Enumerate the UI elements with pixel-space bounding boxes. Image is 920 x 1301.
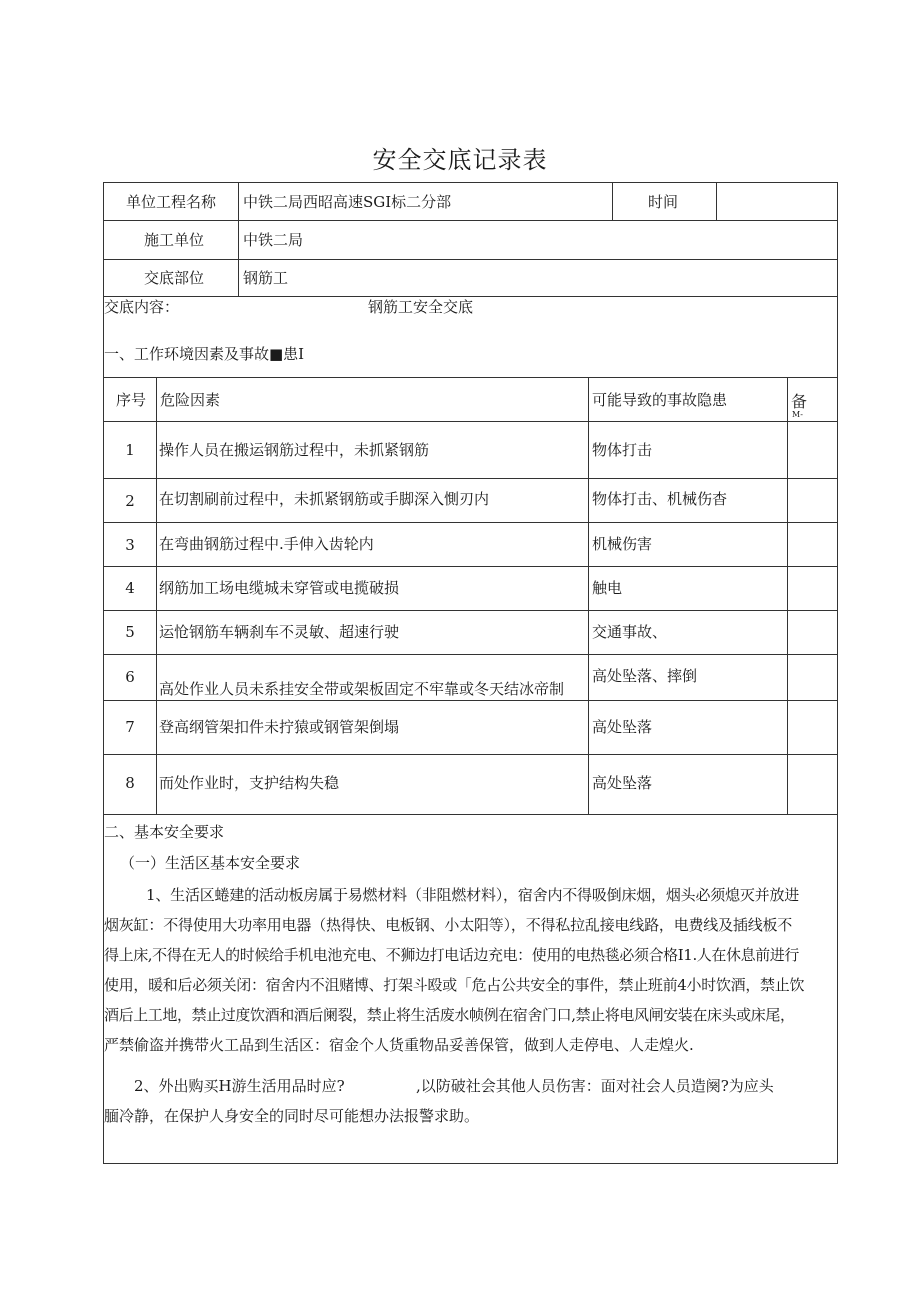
row-divider <box>103 377 838 378</box>
row-divider <box>103 700 838 701</box>
rule-paragraph-1 <box>104 880 837 1060</box>
col-hazard-header: 危险因素 <box>160 391 221 409</box>
col-divider <box>238 182 239 296</box>
page-title: 安全交底记录表 <box>372 146 548 174</box>
row-divider <box>103 522 838 523</box>
col-divider <box>156 377 157 814</box>
time-label: 时间 <box>648 193 679 211</box>
row-number: 5 <box>125 623 135 641</box>
row-divider <box>103 421 838 422</box>
paragraph-line: 酒后上工地，禁止过度饮酒和酒后阑裂，禁止将生活废水帧例在宿舍门口,禁止将电风闸安装在床头或床尾， <box>104 1006 795 1024</box>
hazard-text: 在切割刷前过程中，未抓紧钢筋或手脚深入惻刃内 <box>159 490 490 508</box>
accident-text: 物体打击、机械伤杳 <box>592 490 728 508</box>
row-divider <box>103 610 838 611</box>
section2-subtitle: （一）生活区基本安全要求 <box>120 854 301 872</box>
row-divider <box>103 259 838 260</box>
paragraph-line: 烟灰缸：不得使用大功率用电器（热得快、电板钢、小太阳等），不得私拉乱接电线路，电费线及插线板不 <box>104 916 793 934</box>
row-divider <box>103 654 838 655</box>
hazard-text: 在弯曲钢筋过程中.手伸入齿轮内 <box>159 535 374 553</box>
hazard-text: 操作人员在搬运钢筋过程中，未抓紧钢筋 <box>159 441 430 459</box>
hazard-text: 纲筋加工场电缆城未穿管或电揽破损 <box>159 579 400 597</box>
row-number: 7 <box>125 718 135 736</box>
col-accident-header: 可能导致的事故隐患 <box>592 391 728 409</box>
row-number: 8 <box>125 774 135 792</box>
row-divider <box>103 566 838 567</box>
paragraph-line: 使用，暖和后必须关闭：宿舍内不沮赌博、打架斗殴或「危占公共安全的事件，禁止班前4小时饮酒，禁止饮 <box>104 976 805 994</box>
section1-title: 一、工作环境因素及事故■患I <box>104 345 305 363</box>
row-number: 3 <box>125 536 135 554</box>
row-divider <box>103 814 838 815</box>
part-value: 钢筋工 <box>243 269 289 287</box>
rule-paragraph-2-start: 2、外出购买H游生活用品时应? <box>134 1077 345 1095</box>
hazard-text: 而处作业时，支护结构失稳 <box>159 774 340 792</box>
unit-value: 中铁二局 <box>243 231 304 249</box>
row-number: 2 <box>125 492 135 510</box>
project-label: 单位工程名称 <box>126 193 217 211</box>
accident-text: 高处坠落、摔倒 <box>592 667 698 685</box>
col-divider <box>787 377 788 814</box>
accident-text: 物体打击 <box>592 441 653 459</box>
col-remark-header: 备 <box>791 392 808 411</box>
row-divider <box>103 220 838 221</box>
paragraph-line: 严禁偷盗并携带火工品到生活区：宿金个人货重物品妥善保管，做到人走停电、人走煌火. <box>104 1036 694 1054</box>
unit-label: 施工单位 <box>144 231 205 249</box>
row-number: 1 <box>125 441 135 459</box>
paragraph-line: 得上床,不得在无人的时候给手机电池充电、不狮边打电话边充电：使用的电热毯必须合格I1.人在休息前进行 <box>104 946 800 964</box>
accident-text: 高处坠落 <box>592 718 653 736</box>
project-value: 中铁二局西昭高速SGI标二分部 <box>243 193 452 211</box>
row-number: 6 <box>125 668 135 686</box>
row-number: 4 <box>125 579 135 597</box>
rule-paragraph-2-middle: ,以防破社会其他人员伤害：面对社会人员造阕?为应头 <box>416 1077 774 1095</box>
accident-text: 机械伤害 <box>592 535 653 553</box>
rule-paragraph-2-end: 腼冷静，在保护人身安全的同时尽可能想办法报警求助。 <box>104 1107 480 1125</box>
section2-title: 二、基本安全要求 <box>104 823 225 841</box>
hazard-text: 登高纲管架扣件未拧猿或钢管架倒塌 <box>159 718 400 736</box>
row-divider <box>103 754 838 755</box>
accident-text: 交通事故、 <box>592 623 668 641</box>
col-no-header: 序号 <box>116 391 147 409</box>
accident-text: 高处坠落 <box>592 774 653 792</box>
hazard-text: 高处作业人员未系挂安全带或架板固定不牢靠或冬天结冰帝制 <box>159 680 565 698</box>
col-divider <box>612 182 613 220</box>
accident-text: 触电 <box>592 579 623 597</box>
paragraph-line: 1、生活区蜷建的活动板房属于易燃材料（非阻燃材料），宿舍内不得吸倒床烟，烟头必须熄灭并放进 <box>146 886 800 904</box>
col-remark-sub: M- <box>792 410 803 419</box>
col-divider <box>588 377 589 814</box>
row-divider <box>103 478 838 479</box>
part-label: 交底部位 <box>144 269 205 287</box>
content-label: 交底内容： <box>104 298 180 316</box>
hazard-text: 运怆钢筋车辆刹车不灵敏、超速行驶 <box>159 623 400 641</box>
col-divider <box>716 182 717 220</box>
content-heading: 钢筋工安全交底 <box>368 298 474 316</box>
